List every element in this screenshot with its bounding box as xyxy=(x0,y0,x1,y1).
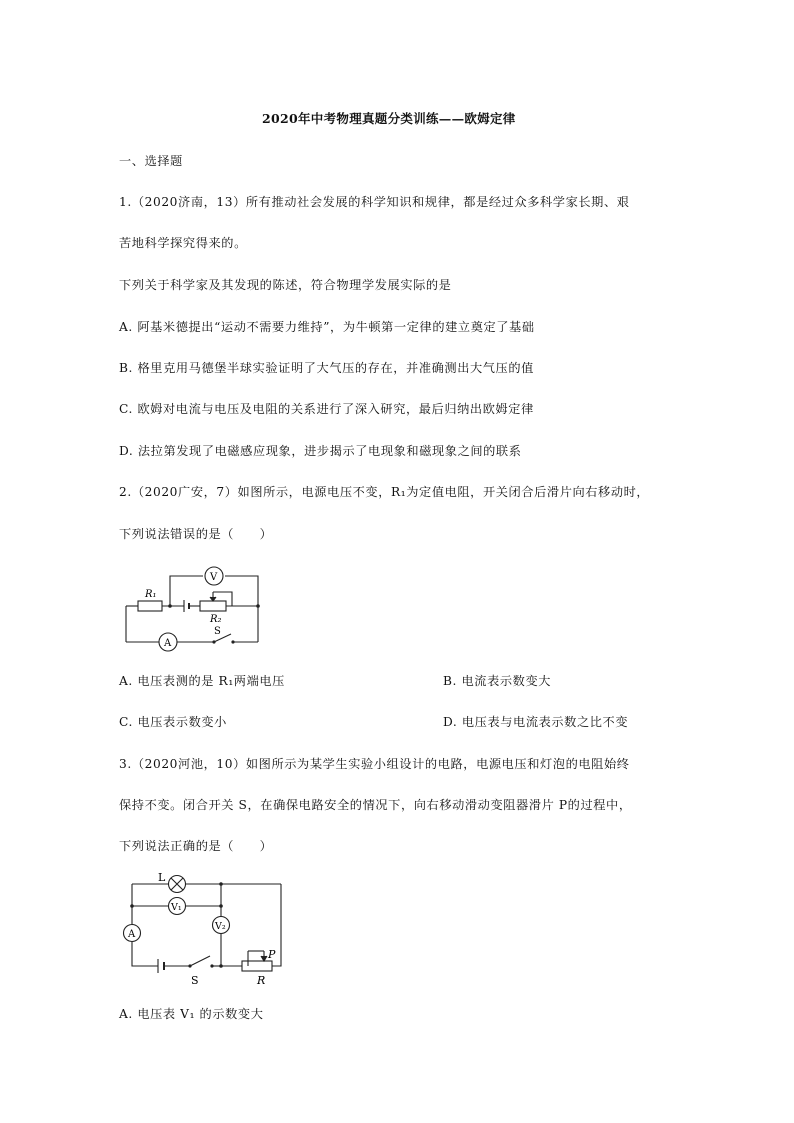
label-voltmeter-v2: V₂ xyxy=(215,921,226,932)
resistor-r1 xyxy=(138,601,162,611)
label-ammeter: A xyxy=(164,638,172,649)
label-slider-p: P xyxy=(268,948,276,961)
label-voltmeter: V xyxy=(210,572,218,583)
label-r1: R₁ xyxy=(145,589,157,600)
q3-line-2: 保持不变。闭合开关 S，在确保电路安全的情况下，向右移动滑动变阻器滑片 P的过程中， xyxy=(119,798,632,812)
q1-line-2: 苦地科学探究得来的。 xyxy=(119,236,247,250)
q1-option-d: D. 法拉第发现了电磁感应现象，进步揭示了电现象和磁现象之间的联系 xyxy=(119,444,522,458)
q1-option-b: B. 格里克用马德堡半球实验证明了大气压的存在，并准确测出大气压的值 xyxy=(119,361,534,375)
q2-option-a: A. 电压表测的是 R₁两端电压 xyxy=(119,674,285,688)
q3-line-1: 3.（2020河池，10）如图所示为某学生实验小组设计的电路，电源电压和灯泡的电阻始终 xyxy=(119,757,630,771)
q3-circuit-diagram xyxy=(118,866,294,990)
rheostat-r xyxy=(242,961,272,971)
label-switch: S xyxy=(191,974,199,987)
rheostat-r2 xyxy=(200,601,226,611)
label-switch: S xyxy=(214,626,221,637)
q1-line-1: 1.（2020济南，13）所有推动社会发展的科学知识和规律，都是经过众多科学家长期、艰 xyxy=(119,195,630,209)
q3-option-a: A. 电压表 V₁ 的示数变大 xyxy=(119,1007,264,1021)
label-rheostat-r: R xyxy=(257,974,266,987)
label-ammeter: A xyxy=(128,929,136,940)
q2-option-c: C. 电压表示数变小 xyxy=(119,715,227,729)
label-r2: R₂ xyxy=(210,614,222,625)
q2-circuit-diagram xyxy=(118,562,278,658)
q1-option-a: A. 阿基米德提出“运动不需要力维持”，为牛顿第一定律的建立奠定了基础 xyxy=(119,320,535,334)
page-title: 2020年中考物理真题分类训练——欧姆定律 xyxy=(262,111,516,126)
q1-line-3: 下列关于科学家及其发现的陈述，符合物理学发展实际的是 xyxy=(119,278,452,292)
q2-line-2: 下列说法错误的是（ ） xyxy=(119,527,273,541)
q2-option-b: B. 电流表示数变大 xyxy=(443,674,552,688)
label-lamp: L xyxy=(158,871,166,884)
q3-line-3: 下列说法正确的是（ ） xyxy=(119,839,273,853)
section-heading: 一、选择题 xyxy=(119,154,183,168)
label-voltmeter-v1: V₁ xyxy=(171,902,182,913)
q2-option-d: D. 电压表与电流表示数之比不变 xyxy=(443,715,629,729)
q2-line-1: 2.（2020广安，7）如图所示，电源电压不变，R₁为定值电阻，开关闭合后滑片向右移动时， xyxy=(119,485,650,499)
q1-option-c: C. 欧姆对电流与电压及电阻的关系进行了深入研究，最后归纳出欧姆定律 xyxy=(119,402,534,416)
